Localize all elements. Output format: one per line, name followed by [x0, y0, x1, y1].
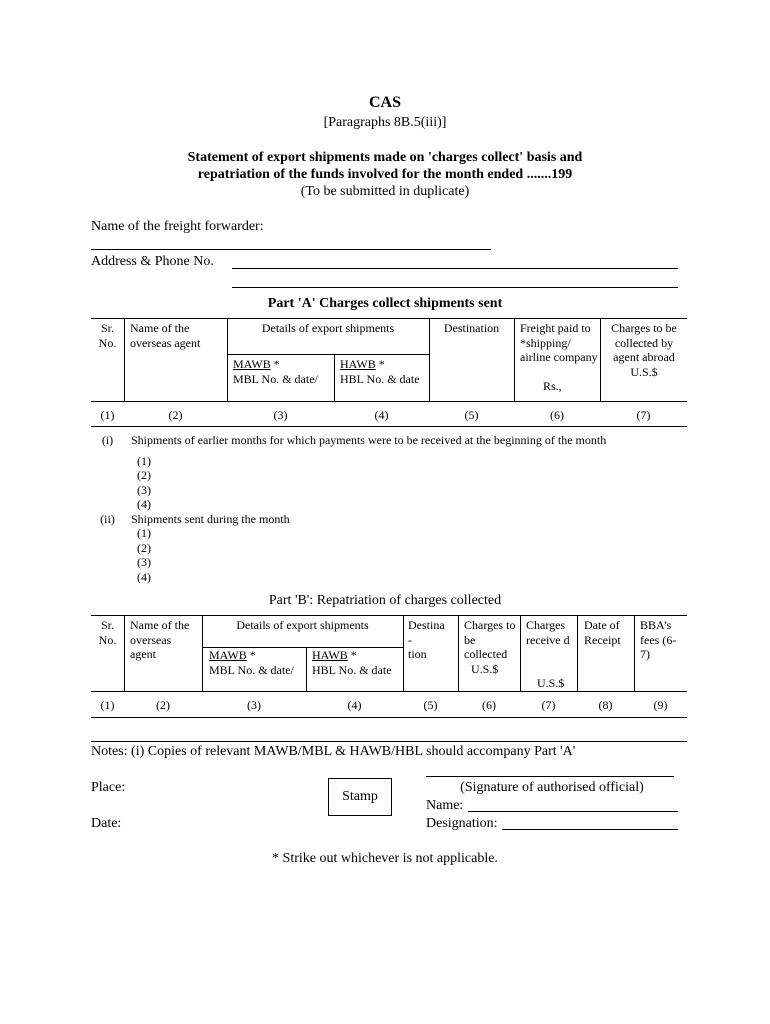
section-i-number: (i): [101, 433, 114, 447]
part-a-colnum-5: (5): [464, 408, 479, 422]
part-b-colnum-8: (8): [598, 698, 613, 712]
section-i-text: Shipments of earlier months for which payments were to be received at the beginning of the month: [131, 433, 607, 447]
strike-note: * Strike out whichever is not applicable.: [272, 851, 498, 866]
part-a-col-freight: Freight paid to *shipping/ airline company: [520, 321, 598, 364]
notes-divider: [91, 741, 687, 742]
part-a-col-destination: Destination: [443, 321, 500, 335]
part-b-colnum-3: (3): [247, 698, 261, 712]
form-title: CAS: [368, 94, 401, 111]
part-b-colnum-6: (6): [482, 698, 496, 712]
part-b-col-agent: Name of the overseas agent: [130, 618, 190, 661]
stamp-label: Stamp: [342, 789, 378, 804]
part-b-colnum-5: (5): [423, 698, 438, 712]
part-b-col-bba: BBA’s fees (6-7): [640, 618, 677, 661]
section-ii-number: (ii): [100, 512, 115, 526]
part-b-col-hawb: HAWB * HBL No. & date: [312, 648, 392, 677]
part-a-title: Part 'A' Charges collect shipments sent: [267, 296, 503, 311]
stamp-box: [328, 778, 392, 816]
address-line-2[interactable]: [232, 287, 678, 288]
part-a-colnum-7: (7): [636, 408, 651, 422]
statement-line-1: Statement of export shipments made on 'charges collect' basis and: [187, 150, 583, 165]
section-i-item: (1): [137, 454, 151, 468]
part-b-col-details: Details of export shipments: [236, 618, 369, 632]
part-b-colnum-2: (2): [156, 698, 170, 712]
section-ii-item: (3): [137, 555, 151, 569]
section-ii-text: Shipments sent during the month: [131, 512, 290, 526]
submission-note: (To be submitted in duplicate): [300, 184, 470, 199]
part-a-col-mawb: MAWB * MBL No. & date/: [233, 357, 318, 386]
part-b-col-mawb: MAWB * MBL No. & date/: [209, 648, 294, 677]
part-b-col-sr: Sr. No.: [98, 618, 117, 647]
part-b-colnum-9: (9): [653, 698, 668, 712]
signature-label: (Signature of authorised official): [460, 780, 644, 795]
section-ii-item: (1): [137, 526, 151, 540]
paragraph-reference: [Paragraphs 8B.5(iii)]: [323, 115, 447, 130]
freight-forwarder-label: Name of the freight forwarder:: [91, 219, 264, 234]
part-b-col-destination: Destina - tion: [408, 618, 445, 661]
part-b-col-received-unit: U.S.$: [537, 676, 565, 690]
part-b-col-to-collect: Charges to be collected U.S.$: [464, 618, 516, 676]
part-a-colnum-4: (4): [374, 408, 389, 422]
part-b-colnum-1: (1): [100, 698, 115, 712]
part-a-colnum-2: (2): [168, 408, 183, 422]
signature-line[interactable]: [426, 776, 674, 777]
place-label: Place:: [91, 780, 126, 795]
section-i-item: (4): [137, 497, 151, 511]
freight-forwarder-line[interactable]: [91, 249, 491, 250]
part-a-colnum-1: (1): [100, 408, 115, 422]
part-b-title: Part 'B': Repatriation of charges collected: [268, 593, 502, 608]
part-b-col-receipt: Date of Receipt: [584, 618, 621, 647]
section-i-item: (2): [137, 468, 151, 482]
part-b-colnum-7: (7): [541, 698, 556, 712]
designation-label: Designation:: [426, 816, 498, 831]
part-a-colnum-3: (3): [273, 408, 288, 422]
part-a-col-sr: Sr. No.: [98, 321, 117, 350]
notes-text: Notes: (i) Copies of relevant MAWB/MBL & HAWB/HBL should accompany Part 'A': [91, 744, 576, 759]
part-b-colnum-4: (4): [347, 698, 362, 712]
section-ii-item: (4): [137, 570, 151, 584]
part-b-col-received: Charges receive d: [526, 618, 570, 647]
part-a-col-charges: Charges to be collected by agent abroad U.S.$: [611, 321, 677, 379]
section-i-item: (3): [137, 483, 151, 497]
address-line-1[interactable]: [232, 268, 678, 269]
part-a-col-freight-unit: Rs.,: [543, 379, 562, 393]
statement-line-2: repatriation of the funds involved for the month ended .......199: [197, 167, 573, 182]
part-a-colnum-6: (6): [550, 408, 564, 422]
part-a-col-hawb: HAWB * HBL No. & date: [340, 357, 420, 386]
name-label: Name:: [426, 798, 464, 813]
address-label: Address & Phone No.: [91, 254, 214, 269]
designation-line[interactable]: [502, 829, 678, 830]
name-line[interactable]: [468, 811, 678, 812]
section-ii-item: (2): [137, 541, 151, 555]
part-a-col-details: Details of export shipments: [261, 321, 395, 335]
part-a-col-agent: Name of the overseas agent: [130, 321, 201, 350]
date-label: Date:: [91, 816, 122, 831]
